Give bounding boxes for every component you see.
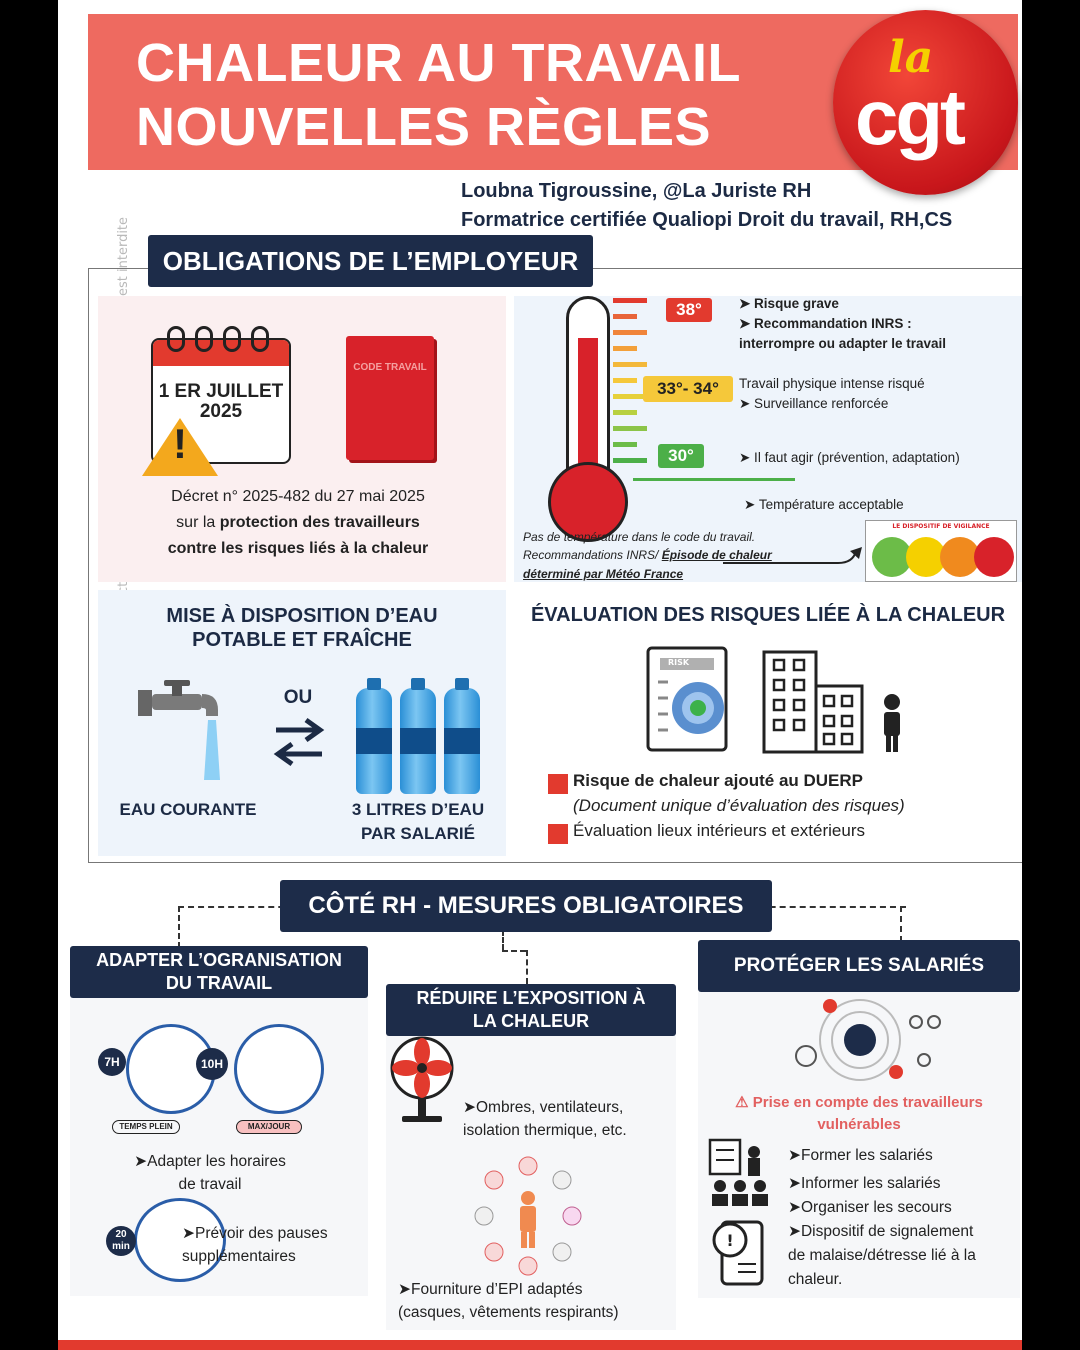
risk-title: ÉVALUATION DES RISQUES LIÉE À LA CHALEUR — [530, 604, 1006, 626]
badge-7h: 7H — [98, 1048, 126, 1076]
risk-locations: Évaluation lieux intérieurs et extérieurs — [573, 821, 865, 840]
pill-full-time: TEMPS PLEIN — [112, 1120, 180, 1134]
obligations-tab: OBLIGATIONS DE L’EMPLOYEUR — [148, 235, 593, 287]
water-bottle-icon — [444, 688, 480, 794]
adapt-pauses: ➤Prévoir des pauses supplémentaires — [182, 1225, 328, 1265]
adapt-title: ADAPTER L’OGRANISATION DU TRAVAIL — [70, 946, 368, 998]
tap-icon — [136, 680, 236, 790]
decree-line-2-bold: protection des travailleurs — [219, 514, 420, 531]
decree-text — [128, 484, 468, 562]
calendar-year: 2025 — [199, 401, 243, 422]
clock-icon — [234, 1024, 324, 1114]
bottom-bar — [58, 1340, 1022, 1350]
risk-duerp-definition: (Document unique d’évaluation des risques) — [573, 796, 905, 815]
reduce-shade: ➤Ombres, ventilateurs, isolation thermique, etc. — [463, 1099, 627, 1139]
episode-chaleur-link: Épisode de chaleur — [661, 548, 772, 562]
vigilance-map — [865, 520, 1017, 582]
protect-inform: ➤Informer les salariés — [788, 1175, 941, 1192]
protect-train: ➤Former les salariés — [788, 1147, 933, 1164]
note-meteo-france: déterminé par Météo France — [523, 567, 684, 581]
badge-30: 30° — [658, 444, 704, 468]
vulnerable-workers-icon — [788, 996, 948, 1086]
alert-phone-icon — [708, 1218, 774, 1290]
intense-work: Travail physique intense risqué — [739, 376, 925, 391]
logo-la: la — [888, 32, 934, 83]
title-line-1: CHALEUR AU TRAVAIL — [136, 33, 741, 93]
must-act: ➤ Il faut agir (prévention, adaptation) — [739, 450, 960, 465]
protect-rescue: ➤Organiser les secours — [788, 1199, 952, 1216]
decree-line-2-pre: sur la — [176, 514, 220, 531]
reduce-title: RÉDUIRE L’EXPOSITION À LA CHALEUR — [386, 984, 676, 1036]
inrs-recommendation: ➤ Recommandation INRS : — [739, 316, 912, 331]
reduce-epi: ➤Fourniture d’EPI adaptés (casques, vêtements respirants) — [398, 1281, 619, 1321]
code-travail-book-icon — [346, 336, 434, 460]
logo-cgt: cgt — [855, 73, 963, 161]
cgt-logo — [833, 10, 1018, 195]
risk-grave: ➤ Risque grave — [739, 296, 839, 311]
fan-icon — [388, 1036, 456, 1126]
author-title: Formatrice certifiée Qualiopi Droit du travail, RH,CS — [461, 209, 953, 231]
badge-38: 38° — [666, 298, 712, 322]
water-title: MISE À DISPOSITION D’EAU POTABLE ET FRAÎCHE — [166, 605, 438, 651]
warning-mark: ! — [173, 420, 187, 467]
protect-actions: ➤Former les salariés ➤Informer les salariés ➤Organiser les secours ➤Dispositif de signalement de malaise/détresse lié à la chaleur. — [788, 1144, 1018, 1292]
vigilance-red-icon — [974, 537, 1014, 577]
author-name: Loubna Tigroussine, @La Juriste RH — [461, 180, 812, 202]
water-bottle-icon — [400, 688, 436, 794]
calendar-date: 1 ER JUILLET — [158, 381, 284, 402]
rh-tab: CÔTÉ RH - MESURES OBLIGATOIRES — [280, 880, 772, 932]
acceptable-temp: ➤ Température acceptable — [744, 497, 904, 512]
risk-bullet-2 — [548, 824, 568, 844]
tap-label: EAU COURANTE — [119, 800, 257, 819]
vigilance-title: LE DISPOSITIF DE VIGILANCE — [892, 523, 990, 530]
code-book-label: CODE TRAVAIL — [353, 362, 427, 373]
svg-text:!: ! — [726, 1231, 734, 1250]
risk-doc-label: RISK — [668, 658, 690, 667]
vulnerable-workers-warning: ⚠ Prise en compte des travailleurs vulnérables — [735, 1094, 983, 1133]
note-no-temperature: Pas de température dans le code du travail. — [523, 530, 756, 544]
infographic-page — [58, 0, 1022, 1350]
badge-10h: 10H — [196, 1048, 228, 1080]
exchange-arrows-icon — [272, 714, 326, 768]
title-line-2: NOUVELLES RÈGLES — [136, 97, 712, 157]
badge-33-34: 33°- 34° — [643, 376, 733, 402]
note-inrs: Recommandations INRS/ Épisode de chaleur — [523, 548, 772, 562]
risk-bullet-1 — [548, 774, 568, 794]
protect-report: ➤Dispositif de signalement — [788, 1223, 974, 1240]
buildings-icon — [760, 650, 920, 754]
bottles-label: 3 LITRES D’EAU PAR SALARIÉ — [351, 800, 485, 843]
water-bottle-icon — [356, 688, 392, 794]
arrow-icon — [718, 545, 868, 573]
badge-20min: 20 min — [106, 1226, 136, 1256]
decree-line-1: Décret n° 2025-482 du 27 mai 2025 — [171, 488, 425, 505]
or-label: OU — [283, 687, 313, 708]
training-icon — [706, 1138, 776, 1208]
reinforced-monitoring: ➤ Surveillance renforcée — [739, 396, 889, 411]
ppe-icon — [468, 1156, 588, 1276]
adapt-hours: ➤Adapter les horaires de travail — [134, 1153, 286, 1193]
risk-duerp: Risque de chaleur ajouté au DUERP — [573, 771, 864, 790]
inrs-interrupt: interrompre ou adapter le travail — [739, 336, 947, 351]
pill-max-day: MAX/JOUR — [236, 1120, 302, 1134]
protect-title: PROTÉGER LES SALARIÉS — [698, 940, 1020, 992]
decree-line-3: contre les risques liés à la chaleur — [167, 540, 429, 557]
